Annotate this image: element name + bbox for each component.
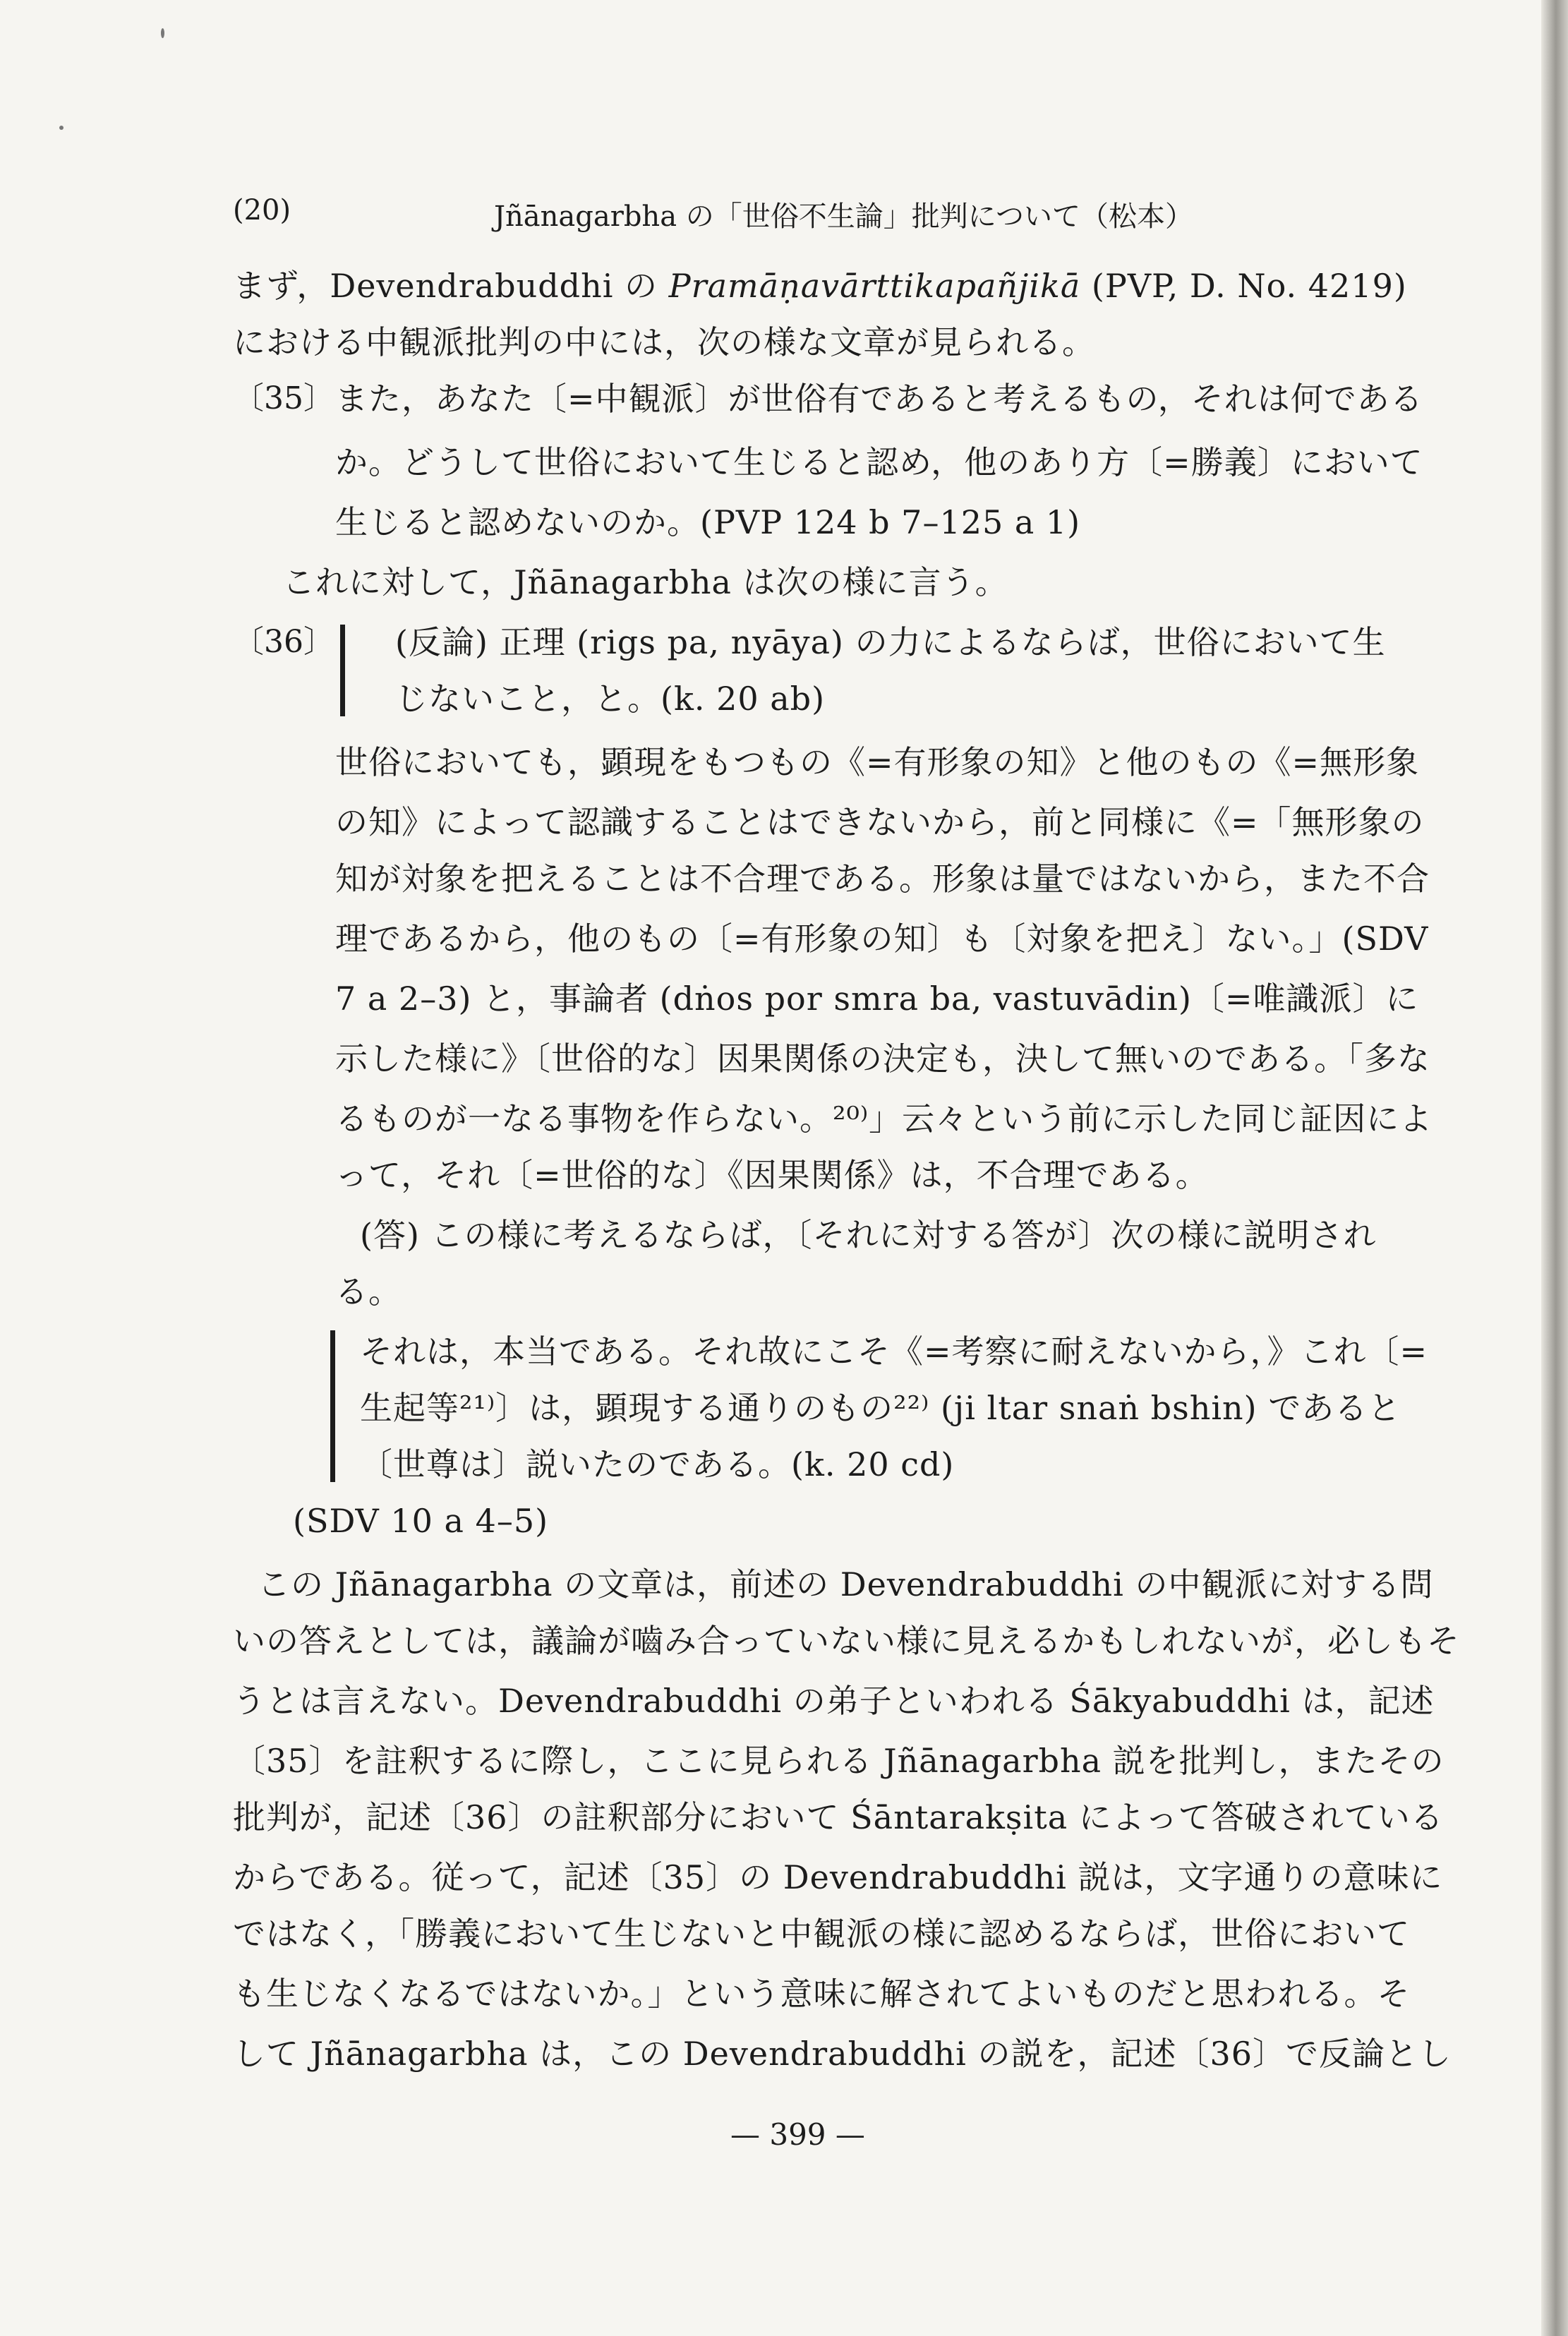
verse-line: それは，本当である。それ故にこそ《=考察に耐えないから，》これ〔= [360,1332,1428,1371]
comment-line: の知》によって認識することはできないから，前と同様に《=「無形象の [335,803,1425,841]
body-line: いの答えとしては，議論が嚙み合っていない様に見えるかもしれないが，必しもそ [233,1622,1460,1660]
comment-line: 示した様に》〔世俗的な〕因果関係の決定も，決して無いのである。「多な [335,1040,1430,1078]
comment-line: 知が対象を把えることは不合理である。形象は量ではないから，また不合 [335,860,1430,898]
verse-line: (反論) 正理 (rigs pa, nyāya) の力によるならば，世俗において生 [395,623,1386,661]
answer-line: (答) この様に考えるならば，〔それに対する答が〕次の様に説明され [360,1216,1377,1254]
comment-line: 世俗においても，顕現をもつもの《=有形象の知》と他のもの《=無形象 [335,743,1420,781]
page-number: — 399 — [730,2117,865,2152]
comment-line: って，それ〔=世俗的な〕《因果関係》は，不合理である。 [335,1156,1209,1194]
running-title: Jñānagarbha の「世俗不生論」批判について（松本） [494,200,1193,233]
verse-line: 生起等²¹⁾〕は，顕現する通りのもの²²⁾ (ji ltar snaṅ bshin) であると [360,1389,1401,1427]
scan-speck [59,126,64,130]
bridge-line: これに対して，Jñānagarbha は次の様に言う。 [282,563,1008,601]
citation-marker-35: 〔35〕 [233,380,334,416]
q35-line: か。どうして世俗において生じると認め，他のあり方〔=勝義〕において [335,443,1423,481]
page-ref: (20) [233,194,291,227]
body-line: 〔35〕を註釈するに際し，ここに見られる Jñānagarbha 説を批判し，またその [233,1742,1445,1780]
intro-text-pre: まず，Devendrabuddhi の [233,267,669,305]
page-edge-shadow [1541,0,1568,2336]
verse-line: 〔世尊は〕説いたのである。(k. 20 cd) [360,1445,955,1483]
body-line: からである。従って，記述〔35〕の Devendrabuddhi 説は，文字通りの意味に [233,1858,1443,1896]
comment-line: 7 a 2–3) と，事論者 (dṅos por smra ba, vastuvādin)〔=唯識派〕に [335,980,1419,1018]
q35-line: 生じると認めないのか。(PVP 124 b 7–125 a 1) [335,503,1081,541]
verse-rule [340,625,345,716]
verse-line: じないこと，と。(k. 20 ab) [395,680,826,718]
body-line: して Jñānagarbha は，この Devendrabuddhi の説を，記述〔36〕で反論とし [233,2035,1452,2073]
comment-line: 理であるから，他のもの〔=有形象の知〕も〔対象を把え〕ない。」(SDV [335,920,1429,958]
body-line: この Jñānagarbha の文章は，前述の Devendrabuddhi の中観派に対する問 [258,1565,1434,1603]
body-line: も生じなくなるではないか。」という意味に解されてよいものだと思われる。そ [233,1975,1411,2013]
scan-speck [161,28,164,38]
verse-rule [330,1330,335,1482]
body-line: うとは言えない。Devendrabuddhi の弟子といわれる Śākyabuddhi は，記述 [233,1682,1435,1720]
intro-line-2: における中観派批判の中には，次の様な文章が見られる。 [233,323,1095,361]
answer-line: る。 [335,1272,402,1311]
work-title: Pramāṇavārttikapañjikā [668,267,1081,305]
body-line: 批判が，記述〔36〕の註釈部分において Śāntarakṣita によって答破されている [233,1798,1444,1836]
source-ref: (SDV 10 a 4–5) [293,1502,549,1540]
comment-line: るものが一なる事物を作らない。²⁰⁾」云々という前に示した同じ証因によ [335,1100,1433,1138]
intro-text-post: (PVP, D. No. 4219) [1080,267,1407,305]
intro-line-1 [233,265,1503,307]
q35-line: また，あなた〔=中観派〕が世俗有であると考えるもの，それは何である [335,380,1423,418]
citation-marker-36: 〔36〕 [233,624,334,660]
body-line: ではなく，「勝義において生じないと中観派の様に認めるならば，世俗において [233,1915,1411,1953]
